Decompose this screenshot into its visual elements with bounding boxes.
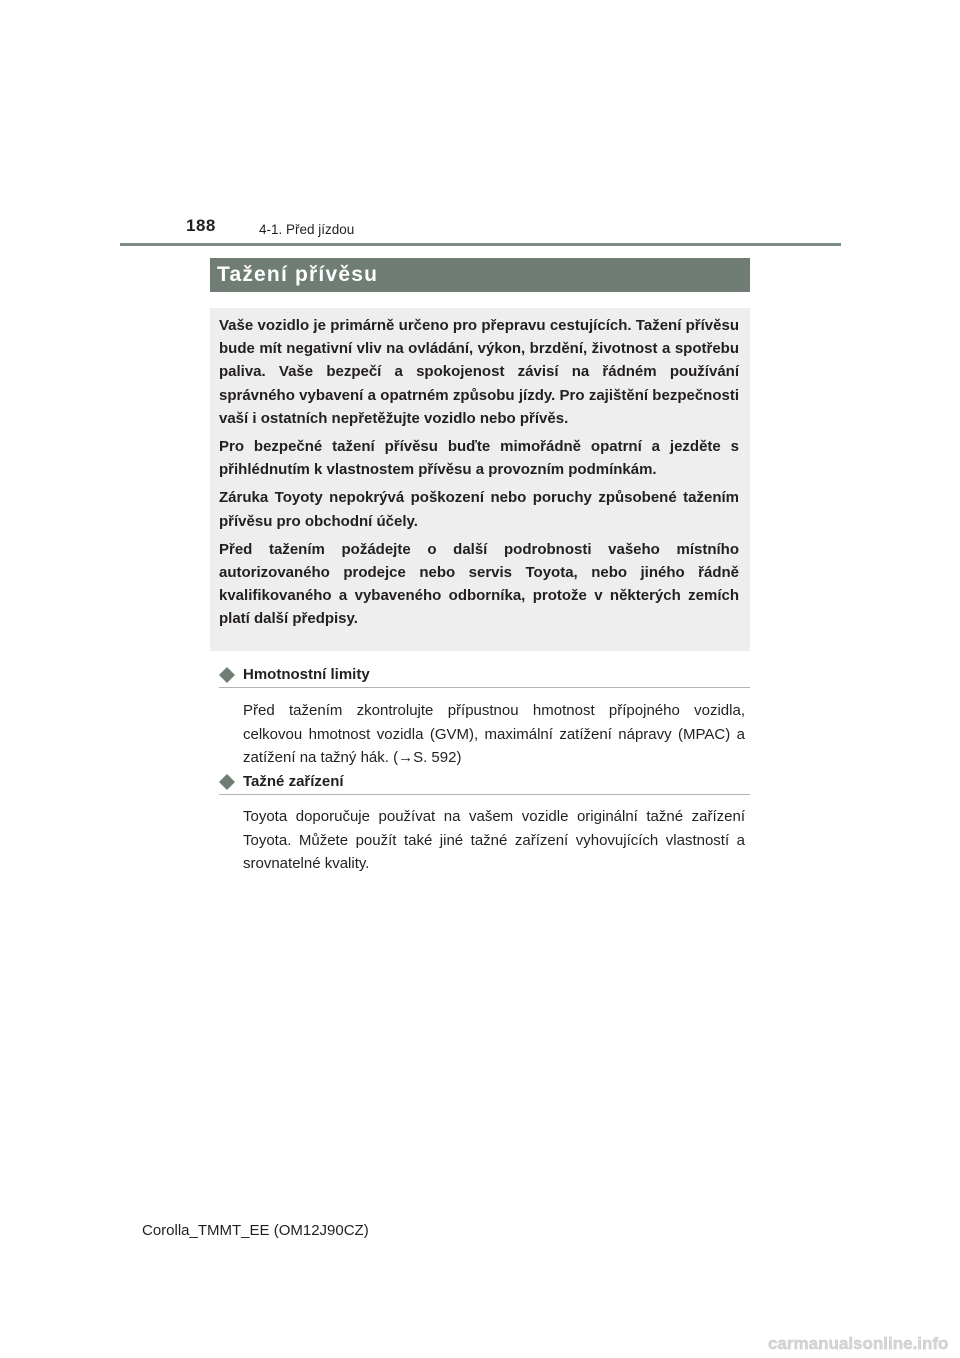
intro-paragraph: Pro bezpečné tažení přívěsu buďte mimořádně opatrní a jezděte s přihlédnutím k vlastnostem přívěsu a provozním podmínkám. bbox=[219, 438, 739, 479]
header-rule bbox=[120, 243, 841, 246]
subheading-towing-hitch bbox=[219, 772, 750, 795]
diamond-icon bbox=[219, 774, 235, 790]
svg-text:carmanualsonline.info: carmanualsonline.info bbox=[768, 1334, 949, 1353]
footer-manual-code: Corolla_TMMT_EE (OM12J90CZ) bbox=[142, 1222, 369, 1239]
intro-paragraph: Vaše vozidlo je primárně určeno pro přepravu cestujících. Tažení přívěsu bude mít negativní vliv na ovládání, výkon, brzdění, životnost a spotřebu paliva. Vaše bezpečí a spokojenost závisí na řádném používání správného vybavení a opatrném způsobu jízdy. Pro zajištění bezpečnosti vaší i ostatních nepřetěžujte vozidlo nebo přívěs. bbox=[219, 317, 739, 427]
subheading-weight-limits bbox=[219, 665, 750, 688]
subheading-label: Hmotnostní limity bbox=[243, 666, 370, 683]
section-title: Tažení přívěsu bbox=[210, 258, 750, 292]
weight-limits-text: Před tažením zkontrolujte přípustnou hmotnost přípojného vozidla, celkovou hmotnost vozidla (GVM), maximální zatížení nápravy (MPAC) a zatížení na tažný hák. (→S. 592) bbox=[243, 702, 745, 766]
watermark-logo bbox=[768, 1332, 960, 1354]
intro-paragraph: Před tažením požádejte o další podrobnosti vašeho místního autorizovaného prodejce nebo servis Toyota, nebo jiného řádně kvalifikovaného a vybaveného odborníka, protože v některých zemích platí další předpisy. bbox=[219, 540, 739, 628]
chapter-label: 4-1. Před jízdou bbox=[259, 222, 355, 237]
intro-paragraph: Záruka Toyoty nepokrývá poškození nebo poruchy způsobené tažením přívěsu pro obchodní účely. bbox=[219, 489, 739, 530]
diamond-icon bbox=[219, 667, 235, 683]
subheading-label: Tažné zařízení bbox=[243, 773, 344, 790]
intro-box bbox=[210, 308, 750, 651]
page-number: 188 bbox=[186, 216, 216, 235]
towing-hitch-text: Toyota doporučuje používat na vašem vozidle originální tažné zařízení Toyota. Můžete použít také jiné tažné zařízení vyhovujících vlastností a srovnatelné kvality. bbox=[243, 808, 745, 872]
